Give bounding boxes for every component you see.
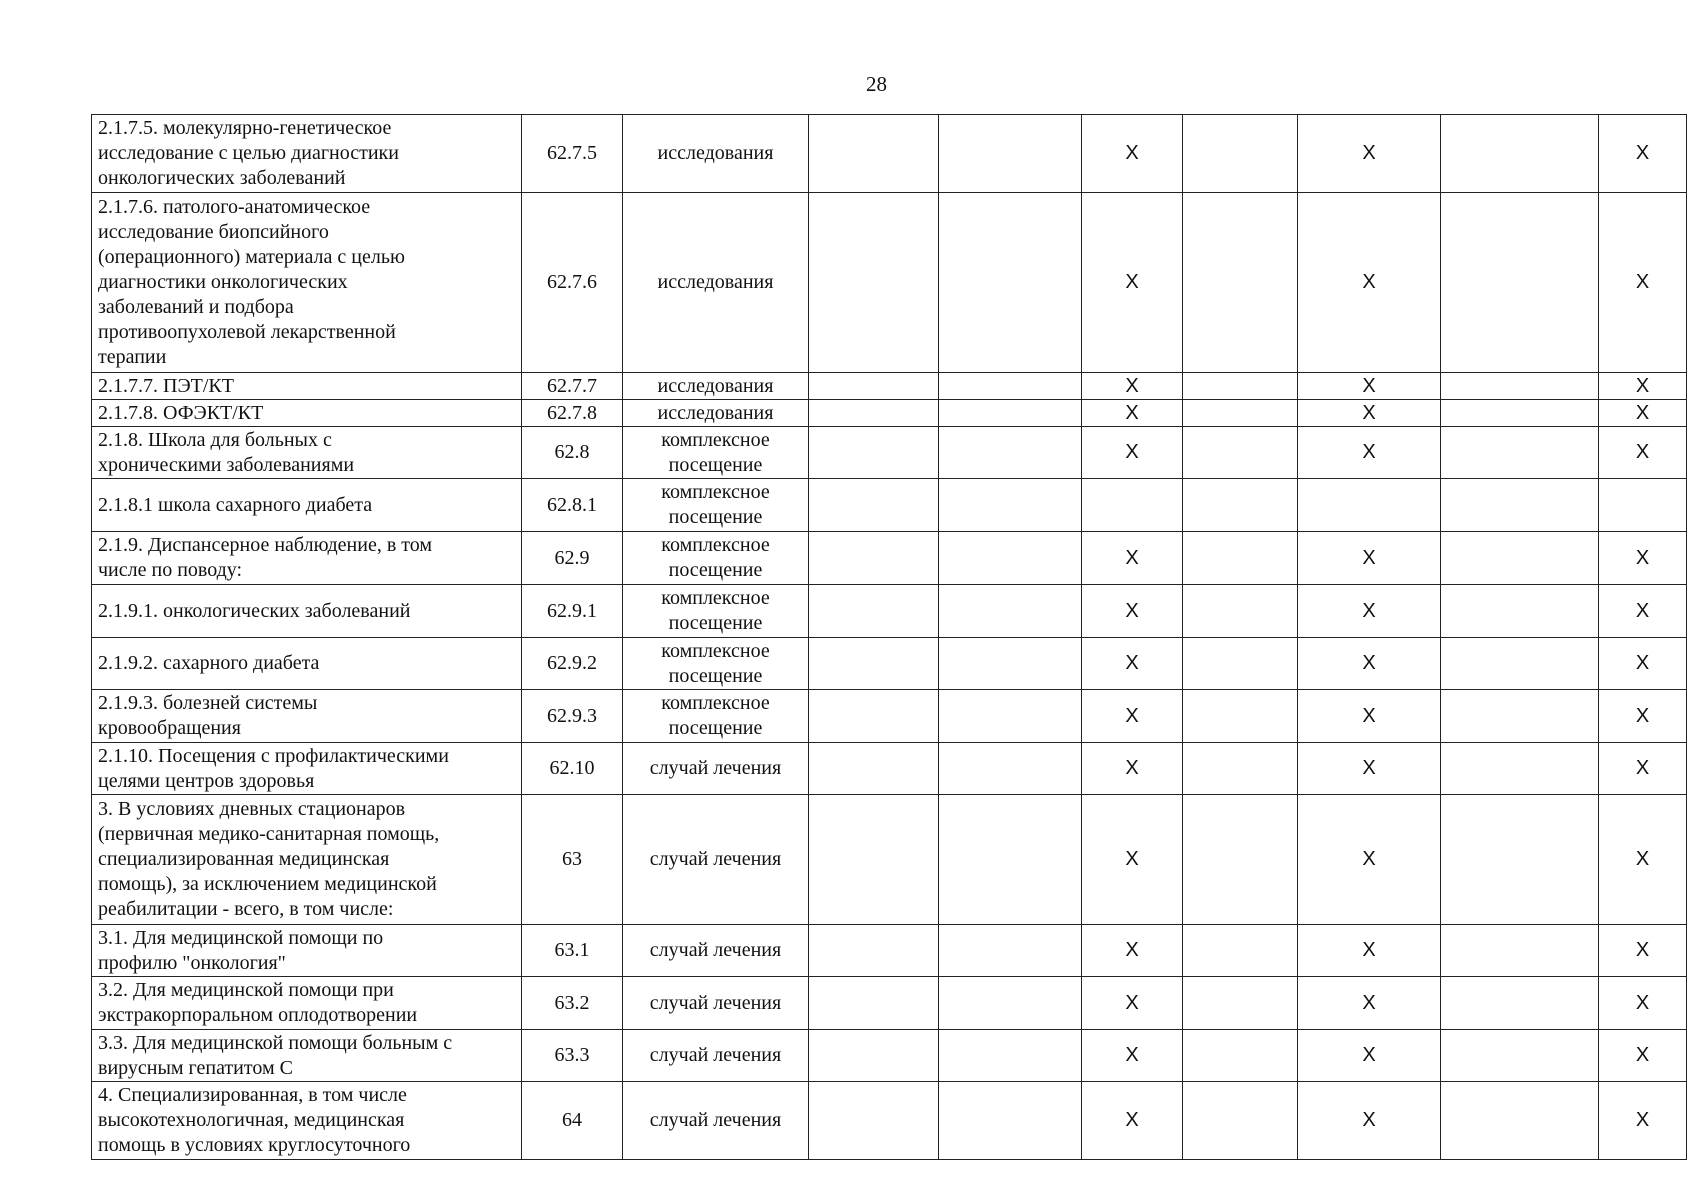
row-name-cell: 2.1.10. Посещения с профилактическими целями центров здоровья xyxy=(92,743,522,795)
row-unit-cell: комплексное посещение xyxy=(623,585,809,638)
value-col-6-cell xyxy=(1082,479,1183,532)
value-col-6-cell: X xyxy=(1082,1030,1183,1082)
value-col-9-cell xyxy=(1441,977,1599,1030)
row-name-cell: 2.1.8.1 школа сахарного диабета xyxy=(92,479,522,532)
value-col-4-cell xyxy=(809,638,939,690)
row-code-cell: 62.10 xyxy=(522,743,623,795)
value-col-5-cell xyxy=(939,638,1082,690)
value-col-10-cell: X xyxy=(1599,638,1687,690)
row-code-cell: 62.9.1 xyxy=(522,585,623,638)
value-col-9-cell xyxy=(1441,925,1599,977)
value-col-8-cell: X xyxy=(1298,690,1441,743)
table-row xyxy=(92,585,1687,638)
value-col-9-cell xyxy=(1441,585,1599,638)
table-row xyxy=(92,115,1687,193)
value-col-9-cell xyxy=(1441,427,1599,479)
value-col-4-cell xyxy=(809,115,939,193)
table-row xyxy=(92,977,1687,1030)
value-col-7-cell xyxy=(1183,479,1298,532)
row-name-cell: 2.1.7.7. ПЭТ/КТ xyxy=(92,373,522,400)
row-name-cell: 3. В условиях дневных стационаров (первичная медико-санитарная помощь, специализированная медицинская помощь), за исключением медицинской реабилитации - всего, в том числе: xyxy=(92,795,522,925)
value-col-8-cell: X xyxy=(1298,795,1441,925)
value-col-7-cell xyxy=(1183,977,1298,1030)
row-name-cell: 3.1. Для медицинской помощи по профилю "онкология" xyxy=(92,925,522,977)
value-col-6-cell: X xyxy=(1082,373,1183,400)
row-code-cell: 63.1 xyxy=(522,925,623,977)
row-unit-cell: случай лечения xyxy=(623,1030,809,1082)
row-unit-cell: комплексное посещение xyxy=(623,479,809,532)
row-unit-cell: исследования xyxy=(623,193,809,373)
value-col-7-cell xyxy=(1183,115,1298,193)
row-code-cell: 64 xyxy=(522,1082,623,1160)
value-col-6-cell: X xyxy=(1082,400,1183,427)
value-col-6-cell: X xyxy=(1082,115,1183,193)
table-row xyxy=(92,1030,1687,1082)
value-col-8-cell: X xyxy=(1298,925,1441,977)
value-col-10-cell: X xyxy=(1599,1082,1687,1160)
row-unit-cell: комплексное посещение xyxy=(623,532,809,585)
value-col-9-cell xyxy=(1441,743,1599,795)
value-col-4-cell xyxy=(809,795,939,925)
value-col-4-cell xyxy=(809,743,939,795)
value-col-9-cell xyxy=(1441,638,1599,690)
value-col-4-cell xyxy=(809,977,939,1030)
row-name-cell: 2.1.9.1. онкологических заболеваний xyxy=(92,585,522,638)
value-col-8-cell: X xyxy=(1298,400,1441,427)
value-col-10-cell xyxy=(1599,479,1687,532)
value-col-8-cell: X xyxy=(1298,638,1441,690)
value-col-7-cell xyxy=(1183,795,1298,925)
value-col-7-cell xyxy=(1183,532,1298,585)
value-col-5-cell xyxy=(939,1082,1082,1160)
value-col-10-cell: X xyxy=(1599,532,1687,585)
value-col-6-cell: X xyxy=(1082,977,1183,1030)
table-row xyxy=(92,925,1687,977)
value-col-10-cell: X xyxy=(1599,427,1687,479)
value-col-6-cell: X xyxy=(1082,1082,1183,1160)
value-col-9-cell xyxy=(1441,1082,1599,1160)
table-row xyxy=(92,427,1687,479)
table-row xyxy=(92,690,1687,743)
value-col-9-cell xyxy=(1441,373,1599,400)
value-col-7-cell xyxy=(1183,925,1298,977)
value-col-5-cell xyxy=(939,1030,1082,1082)
value-col-8-cell: X xyxy=(1298,1030,1441,1082)
value-col-4-cell xyxy=(809,532,939,585)
value-col-8-cell: X xyxy=(1298,427,1441,479)
value-col-9-cell xyxy=(1441,479,1599,532)
table-row xyxy=(92,795,1687,925)
value-col-10-cell: X xyxy=(1599,795,1687,925)
value-col-5-cell xyxy=(939,115,1082,193)
row-code-cell: 62.9 xyxy=(522,532,623,585)
value-col-5-cell xyxy=(939,585,1082,638)
value-col-10-cell: X xyxy=(1599,925,1687,977)
row-unit-cell: случай лечения xyxy=(623,925,809,977)
value-col-6-cell: X xyxy=(1082,532,1183,585)
value-col-4-cell xyxy=(809,373,939,400)
value-col-8-cell: X xyxy=(1298,532,1441,585)
value-col-10-cell: X xyxy=(1599,977,1687,1030)
row-code-cell: 62.7.6 xyxy=(522,193,623,373)
value-col-6-cell: X xyxy=(1082,427,1183,479)
table-row xyxy=(92,373,1687,400)
row-name-cell: 4. Специализированная, в том числе высокотехнологичная, медицинская помощь в условиях круглосуточного xyxy=(92,1082,522,1160)
row-name-cell: 3.2. Для медицинской помощи при экстракорпоральном оплодотворении xyxy=(92,977,522,1030)
row-code-cell: 62.7.7 xyxy=(522,373,623,400)
table-row xyxy=(92,743,1687,795)
value-col-4-cell xyxy=(809,427,939,479)
value-col-7-cell xyxy=(1183,400,1298,427)
table-row xyxy=(92,638,1687,690)
row-unit-cell: исследования xyxy=(623,373,809,400)
row-name-cell: 2.1.7.6. патолого-анатомическое исследование биопсийного (операционного) материала с целью диагностики онкологических заболеваний и подбора противоопухолевой лекарственной терапии xyxy=(92,193,522,373)
value-col-8-cell: X xyxy=(1298,373,1441,400)
row-name-cell: 2.1.9.2. сахарного диабета xyxy=(92,638,522,690)
value-col-7-cell xyxy=(1183,743,1298,795)
value-col-10-cell: X xyxy=(1599,400,1687,427)
value-col-5-cell xyxy=(939,479,1082,532)
row-code-cell: 63.2 xyxy=(522,977,623,1030)
row-name-cell: 2.1.7.5. молекулярно-генетическое исследование с целью диагностики онкологических заболеваний xyxy=(92,115,522,193)
value-col-7-cell xyxy=(1183,585,1298,638)
value-col-7-cell xyxy=(1183,1030,1298,1082)
value-col-4-cell xyxy=(809,400,939,427)
value-col-8-cell: X xyxy=(1298,193,1441,373)
value-col-5-cell xyxy=(939,427,1082,479)
value-col-8-cell: X xyxy=(1298,977,1441,1030)
value-col-10-cell: X xyxy=(1599,690,1687,743)
row-name-cell: 2.1.9.3. болезней системы кровообращения xyxy=(92,690,522,743)
value-col-5-cell xyxy=(939,925,1082,977)
value-col-5-cell xyxy=(939,193,1082,373)
row-code-cell: 62.7.8 xyxy=(522,400,623,427)
value-col-5-cell xyxy=(939,400,1082,427)
row-unit-cell: случай лечения xyxy=(623,1082,809,1160)
value-col-7-cell xyxy=(1183,690,1298,743)
value-col-6-cell: X xyxy=(1082,743,1183,795)
table-body xyxy=(92,115,1687,1160)
value-col-7-cell xyxy=(1183,373,1298,400)
value-col-6-cell: X xyxy=(1082,795,1183,925)
row-unit-cell: комплексное посещение xyxy=(623,690,809,743)
value-col-8-cell: X xyxy=(1298,115,1441,193)
value-col-6-cell: X xyxy=(1082,193,1183,373)
value-col-5-cell xyxy=(939,690,1082,743)
value-col-9-cell xyxy=(1441,1030,1599,1082)
row-unit-cell: случай лечения xyxy=(623,977,809,1030)
table-row xyxy=(92,193,1687,373)
page-number: 28 xyxy=(866,72,887,96)
value-col-6-cell: X xyxy=(1082,690,1183,743)
value-col-8-cell: X xyxy=(1298,1082,1441,1160)
value-col-9-cell xyxy=(1441,795,1599,925)
value-col-9-cell xyxy=(1441,690,1599,743)
row-code-cell: 62.8 xyxy=(522,427,623,479)
value-col-4-cell xyxy=(809,479,939,532)
value-col-5-cell xyxy=(939,373,1082,400)
value-col-6-cell: X xyxy=(1082,925,1183,977)
table-row xyxy=(92,1082,1687,1160)
row-unit-cell: случай лечения xyxy=(623,743,809,795)
value-col-4-cell xyxy=(809,585,939,638)
value-col-9-cell xyxy=(1441,193,1599,373)
row-code-cell: 62.8.1 xyxy=(522,479,623,532)
value-col-9-cell xyxy=(1441,115,1599,193)
value-col-4-cell xyxy=(809,1082,939,1160)
value-col-4-cell xyxy=(809,925,939,977)
row-name-cell: 2.1.9. Диспансерное наблюдение, в том числе по поводу: xyxy=(92,532,522,585)
row-unit-cell: комплексное посещение xyxy=(623,427,809,479)
table-row xyxy=(92,479,1687,532)
value-col-6-cell: X xyxy=(1082,585,1183,638)
row-name-cell: 2.1.8. Школа для больных с хроническими заболеваниями xyxy=(92,427,522,479)
value-col-8-cell xyxy=(1298,479,1441,532)
value-col-5-cell xyxy=(939,532,1082,585)
value-col-10-cell: X xyxy=(1599,373,1687,400)
value-col-10-cell: X xyxy=(1599,743,1687,795)
value-col-10-cell: X xyxy=(1599,193,1687,373)
value-col-5-cell xyxy=(939,977,1082,1030)
row-code-cell: 62.9.2 xyxy=(522,638,623,690)
value-col-4-cell xyxy=(809,193,939,373)
value-col-7-cell xyxy=(1183,1082,1298,1160)
value-col-7-cell xyxy=(1183,193,1298,373)
value-col-10-cell: X xyxy=(1599,1030,1687,1082)
value-col-5-cell xyxy=(939,743,1082,795)
row-unit-cell: исследования xyxy=(623,115,809,193)
value-col-4-cell xyxy=(809,1030,939,1082)
row-unit-cell: исследования xyxy=(623,400,809,427)
row-code-cell: 62.7.5 xyxy=(522,115,623,193)
row-name-cell: 3.3. Для медицинской помощи больным с вирусным гепатитом С xyxy=(92,1030,522,1082)
table-row xyxy=(92,400,1687,427)
row-unit-cell: комплексное посещение xyxy=(623,638,809,690)
row-name-cell: 2.1.7.8. ОФЭКТ/КТ xyxy=(92,400,522,427)
value-col-7-cell xyxy=(1183,427,1298,479)
value-col-9-cell xyxy=(1441,400,1599,427)
row-code-cell: 63 xyxy=(522,795,623,925)
value-col-8-cell: X xyxy=(1298,585,1441,638)
value-col-7-cell xyxy=(1183,638,1298,690)
data-table xyxy=(91,114,1687,1160)
row-code-cell: 62.9.3 xyxy=(522,690,623,743)
row-unit-cell: случай лечения xyxy=(623,795,809,925)
table-row xyxy=(92,532,1687,585)
row-code-cell: 63.3 xyxy=(522,1030,623,1082)
value-col-5-cell xyxy=(939,795,1082,925)
value-col-4-cell xyxy=(809,690,939,743)
value-col-10-cell: X xyxy=(1599,585,1687,638)
value-col-9-cell xyxy=(1441,532,1599,585)
value-col-6-cell: X xyxy=(1082,638,1183,690)
value-col-8-cell: X xyxy=(1298,743,1441,795)
value-col-10-cell: X xyxy=(1599,115,1687,193)
